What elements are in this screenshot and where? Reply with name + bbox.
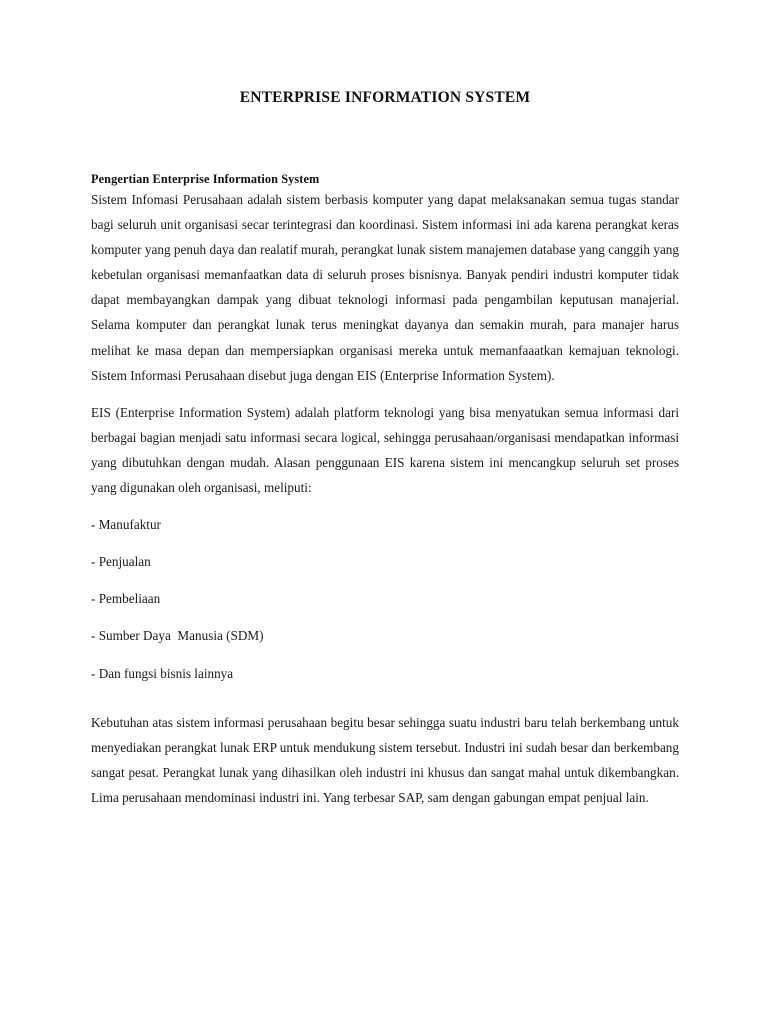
page-title: ENTERPRISE INFORMATION SYSTEM xyxy=(239,89,531,106)
list-item: - Penjualan xyxy=(91,554,151,570)
document-content xyxy=(91,0,679,810)
section-heading: Pengertian Enterprise Information System xyxy=(91,172,320,186)
list-item: - Dan fungsi bisnis lainnya xyxy=(91,665,234,681)
paragraph-definition: Sistem Infomasi Perusahaan adalah sistem berbasis komputer yang dapat melaksanakan semua tugas standar bagi seluruh unit organisasi secar terintegrasi dan koordinasi. Sistem informasi ini ada karena perangkat keras komputer yang penuh daya dan realatif murah, perangkat lunak sistem manajemen database yang canggih yang kebetulan organisasi memanfaatkan data di seluruh proses bisnisnya. Banyak pendiri industri komputer tidak dapat membayangkan dampak yang dibuat teknologi informasi pada pengambilan keputusan manajerial. Selama komputer dan perangkat lunak terus meningkat dayanya dan semakin murah, para manajer harus melihat ke masa depan dan mempersiapkan organisasi mereka untuk memanfaaatkan kemajuan teknologi. Sistem Informasi Perusahaan disebut juga dengan EIS (Enterprise Information System). xyxy=(91,192,679,383)
process-list xyxy=(91,500,679,685)
paragraph-eis-platform: EIS (Enterprise Information System) adalah platform teknologi yang bisa menyatukan semua informasi dari berbagai bagian menjadi satu informasi secara logical, sehingga perusahaan/organisasi mendapatkan informasi yang dibutuhkan dengan mudah. Alasan penggunaan EIS karena sistem ini mencangkup seluruh set proses yang digunakan oleh organisasi, meliputi: xyxy=(91,404,679,496)
list-item: - Manufaktur xyxy=(91,517,161,533)
paragraph-erp-industry: Kebutuhan atas sistem informasi perusahaan begitu besar sehingga suatu industri baru telah berkembang untuk menyediakan perangkat lunak ERP untuk mendukung sistem tersebut. Industri ini sudah besar dan berkembang sangat pesat. Perangkat lunak yang dihasilkan oleh industri ini khusus dan sangat mahal untuk dikembangkan. Lima perusahaan mendominasi industri ini. Yang terbesar SAP, sam dengan gabungan empat penjual lain. xyxy=(91,714,679,805)
list-item: - Sumber Daya Manusia (SDM) xyxy=(91,628,264,644)
list-item: - Pembeliaan xyxy=(91,591,161,607)
